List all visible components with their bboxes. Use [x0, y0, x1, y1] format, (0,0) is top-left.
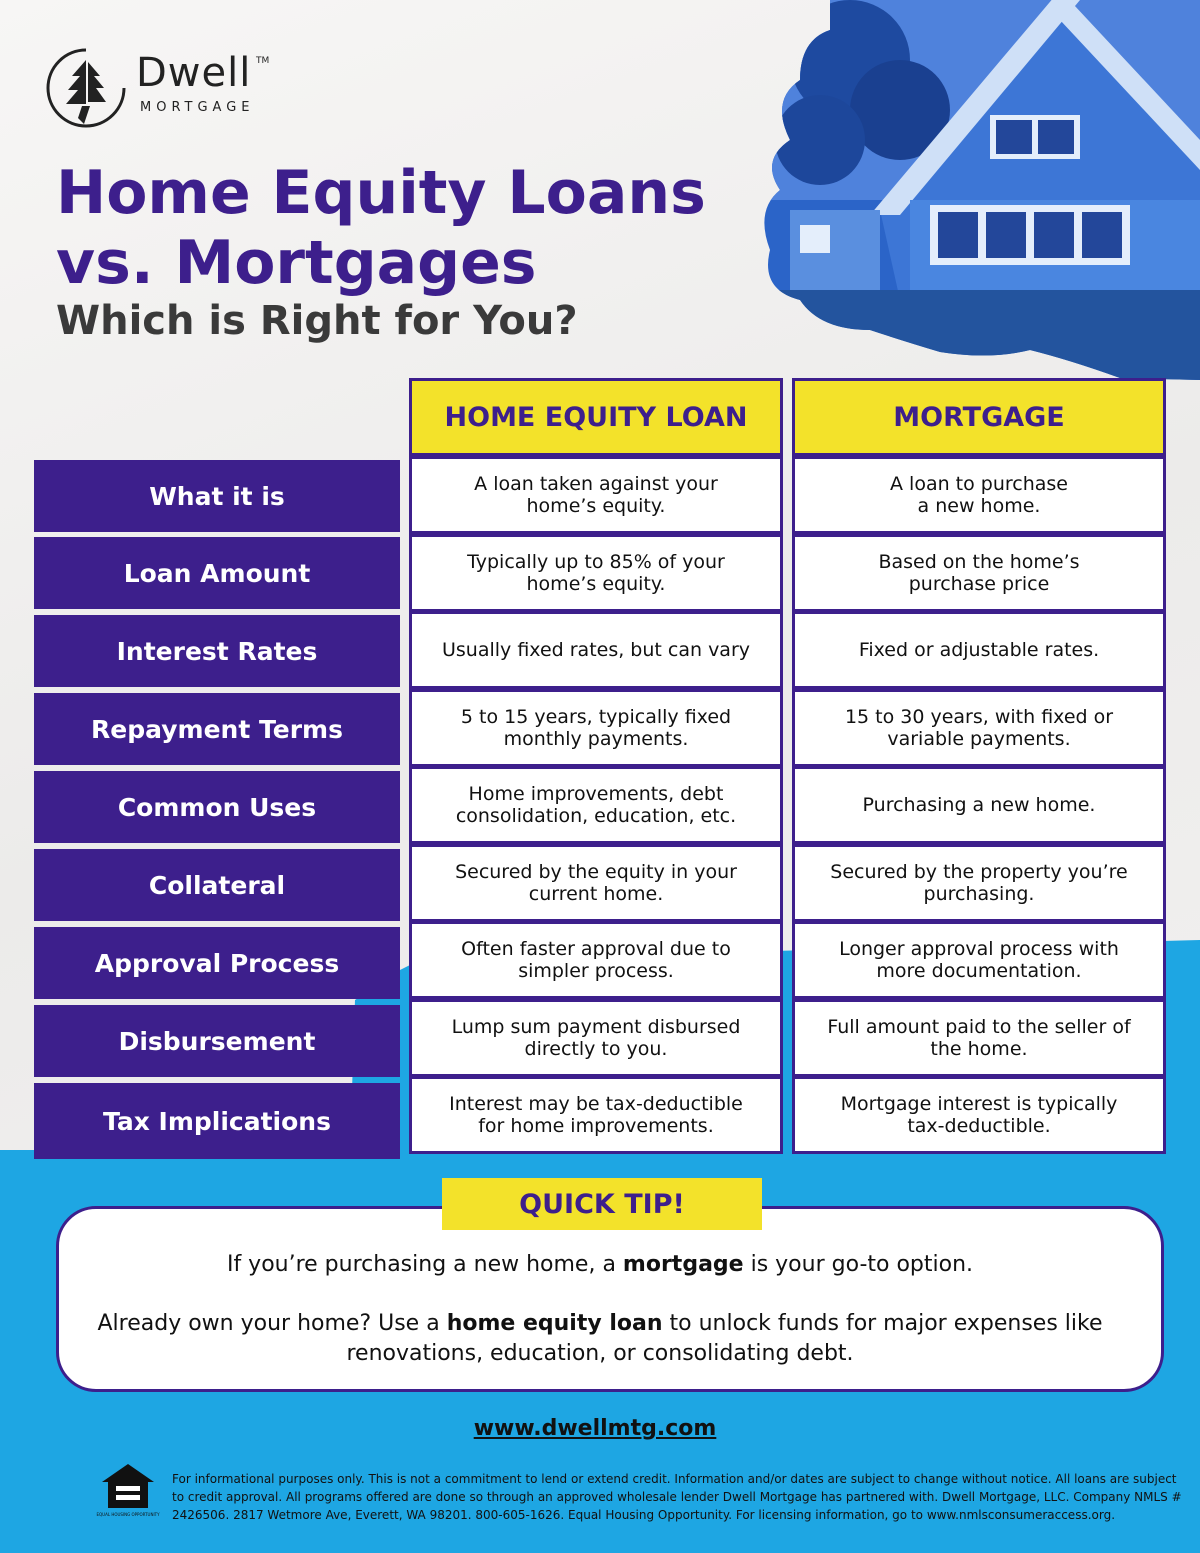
row-label-what-it-is: What it is [34, 460, 400, 532]
row-label-tax-implications: Tax Implications [34, 1083, 400, 1159]
cell-home-equity-loan-amount: Typically up to 85% of your home’s equity. [409, 534, 783, 612]
cell-home-equity-common-uses: Home improvements, debt consolidation, education, etc. [409, 766, 783, 844]
house-photo [760, 0, 1200, 380]
website-link[interactable]: www.dwellmtg.com [473, 1416, 717, 1441]
cell-mortgage-collateral: Secured by the property you’re purchasing. [792, 844, 1166, 922]
row-label-collateral: Collateral [34, 849, 400, 921]
cell-mortgage-disbursement: Full amount paid to the seller of the home. [792, 999, 1166, 1077]
row-label-common-uses: Common Uses [34, 771, 400, 843]
column-header-home-equity-loan: HOME EQUITY LOAN [409, 378, 783, 456]
logo-subtitle: MORTGAGE [140, 100, 255, 115]
row-label-loan-amount: Loan Amount [34, 537, 400, 609]
page-title-line-2: vs. Mortgages [56, 228, 537, 298]
cell-mortgage-common-uses: Purchasing a new home. [792, 766, 1166, 844]
cell-home-equity-tax-implications: Interest may be tax-deductible for home improvements. [409, 1076, 783, 1154]
cell-mortgage-repayment-terms: 15 to 30 years, with fixed or variable payments. [792, 689, 1166, 767]
cell-home-equity-what-it-is: A loan taken against your home’s equity. [409, 456, 783, 534]
equal-housing-icon [96, 1462, 160, 1524]
cell-home-equity-repayment-terms: 5 to 15 years, typically fixed monthly payments. [409, 689, 783, 767]
row-label-disbursement: Disbursement [34, 1005, 400, 1077]
quick-tip-text: to unlock funds for major expenses like [662, 1311, 1103, 1336]
cell-home-equity-interest-rates: Usually fixed rates, but can vary [409, 611, 783, 689]
logo-trademark: TM [256, 56, 270, 66]
cell-home-equity-approval-process: Often faster approval due to simpler process. [409, 921, 783, 999]
cell-mortgage-interest-rates: Fixed or adjustable rates. [792, 611, 1166, 689]
cell-mortgage-approval-process: Longer approval process with more documentation. [792, 921, 1166, 999]
cell-mortgage-what-it-is: A loan to purchase a new home. [792, 456, 1166, 534]
cell-home-equity-disbursement: Lump sum payment disbursed directly to you. [409, 999, 783, 1077]
cell-mortgage-loan-amount: Based on the home’s purchase price [792, 534, 1166, 612]
quick-tip-line-3: renovations, education, or consolidating debt. [346, 1341, 854, 1366]
dwell-mortgage-logo [44, 46, 284, 130]
equal-housing-text: EQUAL HOUSING OPPORTUNITY [96, 1512, 160, 1517]
disclaimer-text: For informational purposes only. This is not a commitment to lend or extend credit. Information and/or dates are subject to change without notice. All loans are subject to credit approval. All programs offered are done so through an approved wholesale lender Dwell Mortgage has partnered with. Dwell Mortgage, LLC. Company NMLS # 2426506. 2817 Wetmore Ave, Everett, WA 98201. 800-605-1626. Equal Housing Opportunity. For licensing information, go to www.nmlsconsumeraccess.org. [172, 1472, 1182, 1522]
quick-tip-text: is your go-to option. [743, 1252, 974, 1277]
column-header-mortgage: MORTGAGE [792, 378, 1166, 456]
logo-wordmark: Dwell [136, 50, 252, 96]
cell-mortgage-tax-implications: Mortgage interest is typically tax-deductible. [792, 1076, 1166, 1154]
page-title [56, 158, 706, 298]
quick-tip-emphasis: mortgage [622, 1252, 744, 1277]
quick-tip-emphasis: home equity loan [446, 1311, 663, 1336]
row-label-approval-process: Approval Process [34, 927, 400, 999]
logo-tree-icon [44, 46, 128, 130]
row-label-repayment-terms: Repayment Terms [34, 693, 400, 765]
quick-tip-label: QUICK TIP! [442, 1178, 762, 1230]
quick-tip-text: Already own your home? Use a [97, 1311, 447, 1336]
row-label-interest-rates: Interest Rates [34, 615, 400, 687]
quick-tip-line-2 [70, 1309, 1130, 1339]
page-subtitle: Which is Right for You? [56, 298, 578, 344]
quick-tip-line-1 [70, 1250, 1130, 1280]
quick-tip-text: If you’re purchasing a new home, a [226, 1252, 623, 1277]
page-title-line-1: Home Equity Loans [56, 158, 706, 228]
cell-home-equity-collateral: Secured by the equity in your current home. [409, 844, 783, 922]
